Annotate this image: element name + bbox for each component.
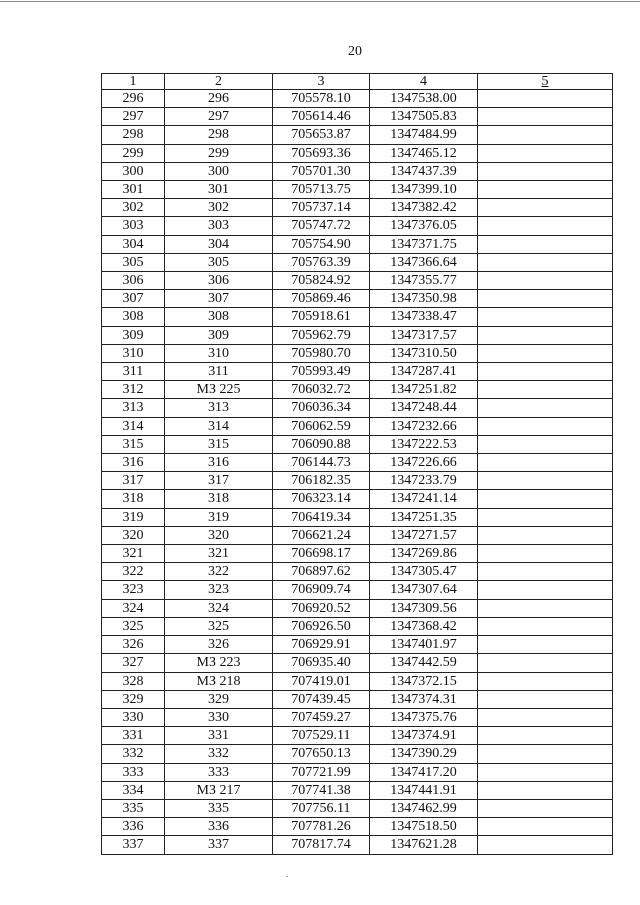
table-cell-col-3: 705763.39 — [273, 253, 370, 271]
table-cell-col-2: 297 — [165, 108, 273, 126]
column-header-3: 3 — [273, 74, 370, 90]
table-cell-col-2: 319 — [165, 508, 273, 526]
table-cell-col-1: 301 — [102, 181, 165, 199]
table-cell-col-5 — [478, 490, 613, 508]
table-cell-col-5 — [478, 581, 613, 599]
table-cell-col-5 — [478, 636, 613, 654]
table-cell-col-5 — [478, 435, 613, 453]
table-cell-col-1: 325 — [102, 617, 165, 635]
table-cell-col-1: 314 — [102, 417, 165, 435]
table-cell-col-5 — [478, 690, 613, 708]
table-cell-col-5 — [478, 108, 613, 126]
table-cell-col-5 — [478, 126, 613, 144]
table-row — [102, 490, 613, 508]
table-cell-col-1: 316 — [102, 454, 165, 472]
table-cell-col-4: 1347518.50 — [370, 818, 478, 836]
table-row — [102, 162, 613, 180]
table-cell-col-4: 1347269.86 — [370, 545, 478, 563]
table-cell-col-5 — [478, 563, 613, 581]
table-cell-col-5 — [478, 745, 613, 763]
table-cell-col-4: 1347232.66 — [370, 417, 478, 435]
table-cell-col-4: 1347372.15 — [370, 672, 478, 690]
table-cell-col-4: 1347621.28 — [370, 836, 478, 854]
table-row — [102, 636, 613, 654]
table-cell-col-1: 296 — [102, 90, 165, 108]
table-row — [102, 290, 613, 308]
table-cell-col-4: 1347399.10 — [370, 181, 478, 199]
table-cell-col-5 — [478, 617, 613, 635]
table-row — [102, 272, 613, 290]
table-cell-col-5 — [478, 181, 613, 199]
table-cell-col-2: 326 — [165, 636, 273, 654]
table-cell-col-2: 308 — [165, 308, 273, 326]
table-cell-col-3: 706897.62 — [273, 563, 370, 581]
table-row — [102, 836, 613, 854]
table-cell-col-1: 313 — [102, 399, 165, 417]
table-cell-col-1: 319 — [102, 508, 165, 526]
table-cell-col-3: 706621.24 — [273, 526, 370, 544]
table-cell-col-2: 335 — [165, 799, 273, 817]
table-cell-col-2: 322 — [165, 563, 273, 581]
table-cell-col-3: 706032.72 — [273, 381, 370, 399]
table-cell-col-3: 707741.38 — [273, 781, 370, 799]
table-row — [102, 199, 613, 217]
table-cell-col-5 — [478, 454, 613, 472]
table-cell-col-5 — [478, 818, 613, 836]
table-cell-col-2: МЗ 225 — [165, 381, 273, 399]
table-cell-col-1: 297 — [102, 108, 165, 126]
column-header-4: 4 — [370, 74, 478, 90]
table-row — [102, 435, 613, 453]
table-row — [102, 599, 613, 617]
table-cell-col-4: 1347355.77 — [370, 272, 478, 290]
table-cell-col-3: 706062.59 — [273, 417, 370, 435]
table-cell-col-1: 300 — [102, 162, 165, 180]
column-header-5: 5 — [478, 74, 613, 90]
table-cell-col-3: 706090.88 — [273, 435, 370, 453]
table-row — [102, 545, 613, 563]
table-cell-col-1: 310 — [102, 344, 165, 362]
table-cell-col-5 — [478, 836, 613, 854]
table-cell-col-5 — [478, 727, 613, 745]
table-cell-col-4: 1347376.05 — [370, 217, 478, 235]
table-cell-col-3: 705737.14 — [273, 199, 370, 217]
table-cell-col-1: 331 — [102, 727, 165, 745]
table-cell-col-5 — [478, 799, 613, 817]
table-cell-col-2: 318 — [165, 490, 273, 508]
table-cell-col-4: 1347310.50 — [370, 344, 478, 362]
table-cell-col-4: 1347505.83 — [370, 108, 478, 126]
table-cell-col-5 — [478, 235, 613, 253]
table-row — [102, 399, 613, 417]
table-cell-col-2: 304 — [165, 235, 273, 253]
table-cell-col-2: 307 — [165, 290, 273, 308]
table-cell-col-5 — [478, 290, 613, 308]
table-cell-col-3: 707459.27 — [273, 708, 370, 726]
table-cell-col-4: 1347350.98 — [370, 290, 478, 308]
table-cell-col-3: 705980.70 — [273, 344, 370, 362]
table-cell-col-3: 705918.61 — [273, 308, 370, 326]
table-cell-col-1: 335 — [102, 799, 165, 817]
table-cell-col-4: 1347248.44 — [370, 399, 478, 417]
table-cell-col-1: 321 — [102, 545, 165, 563]
table-row — [102, 417, 613, 435]
table-row — [102, 526, 613, 544]
table-cell-col-3: 705693.36 — [273, 144, 370, 162]
table-cell-col-2: 301 — [165, 181, 273, 199]
table-cell-col-5 — [478, 399, 613, 417]
coordinates-table — [101, 73, 613, 855]
table-row — [102, 508, 613, 526]
table-row — [102, 344, 613, 362]
table-cell-col-5 — [478, 326, 613, 344]
table-cell-col-2: МЗ 217 — [165, 781, 273, 799]
table-cell-col-2: 300 — [165, 162, 273, 180]
table-cell-col-1: 302 — [102, 199, 165, 217]
table-cell-col-3: 705653.87 — [273, 126, 370, 144]
table-cell-col-4: 1347307.64 — [370, 581, 478, 599]
table-row — [102, 690, 613, 708]
table-cell-col-1: 322 — [102, 563, 165, 581]
table-row — [102, 563, 613, 581]
table-cell-col-4: 1347375.76 — [370, 708, 478, 726]
table-cell-col-3: 706182.35 — [273, 472, 370, 490]
table-row — [102, 381, 613, 399]
table-cell-col-2: 310 — [165, 344, 273, 362]
table-row — [102, 654, 613, 672]
table-cell-col-3: 706144.73 — [273, 454, 370, 472]
table-cell-col-2: 332 — [165, 745, 273, 763]
table-cell-col-4: 1347465.12 — [370, 144, 478, 162]
table-cell-col-4: 1347374.91 — [370, 727, 478, 745]
table-row — [102, 326, 613, 344]
table-row — [102, 672, 613, 690]
table-row — [102, 308, 613, 326]
table-cell-col-5 — [478, 472, 613, 490]
table-cell-col-5 — [478, 763, 613, 781]
table-cell-col-2: 320 — [165, 526, 273, 544]
table-cell-col-1: 307 — [102, 290, 165, 308]
table-cell-col-5 — [478, 599, 613, 617]
table-cell-col-2: 337 — [165, 836, 273, 854]
table-cell-col-2: 324 — [165, 599, 273, 617]
table-row — [102, 799, 613, 817]
table-row — [102, 144, 613, 162]
table-cell-col-3: 705993.49 — [273, 363, 370, 381]
table-cell-col-1: 298 — [102, 126, 165, 144]
table-cell-col-3: 705824.92 — [273, 272, 370, 290]
table-cell-col-3: 705614.46 — [273, 108, 370, 126]
table-cell-col-3: 706036.34 — [273, 399, 370, 417]
table-row — [102, 90, 613, 108]
table-cell-col-4: 1347317.57 — [370, 326, 478, 344]
table-cell-col-4: 1347484.99 — [370, 126, 478, 144]
table-cell-col-4: 1347417.20 — [370, 763, 478, 781]
table-cell-col-5 — [478, 217, 613, 235]
table-cell-col-1: 304 — [102, 235, 165, 253]
table-cell-col-3: 705713.75 — [273, 181, 370, 199]
table-cell-col-4: 1347233.79 — [370, 472, 478, 490]
table-cell-col-1: 318 — [102, 490, 165, 508]
table-cell-col-5 — [478, 381, 613, 399]
table-cell-col-2: 314 — [165, 417, 273, 435]
table-cell-col-1: 327 — [102, 654, 165, 672]
table-cell-col-3: 707721.99 — [273, 763, 370, 781]
table-cell-col-2: 305 — [165, 253, 273, 271]
table-cell-col-1: 330 — [102, 708, 165, 726]
table-cell-col-5 — [478, 90, 613, 108]
table-cell-col-3: 705754.90 — [273, 235, 370, 253]
top-rule — [0, 1, 640, 2]
table-cell-col-4: 1347226.66 — [370, 454, 478, 472]
table-row — [102, 818, 613, 836]
table-row — [102, 745, 613, 763]
table-cell-col-2: 316 — [165, 454, 273, 472]
scan-speck — [286, 876, 288, 877]
table-cell-col-4: 1347441.91 — [370, 781, 478, 799]
table-cell-col-3: 707439.45 — [273, 690, 370, 708]
table-cell-col-5 — [478, 253, 613, 271]
table-cell-col-4: 1347241.14 — [370, 490, 478, 508]
table-cell-col-2: 309 — [165, 326, 273, 344]
table-cell-col-5 — [478, 545, 613, 563]
table-cell-col-5 — [478, 144, 613, 162]
table-cell-col-2: 313 — [165, 399, 273, 417]
table-cell-col-1: 332 — [102, 745, 165, 763]
table-row — [102, 472, 613, 490]
table-cell-col-2: 299 — [165, 144, 273, 162]
table-cell-col-4: 1347538.00 — [370, 90, 478, 108]
table-cell-col-1: 303 — [102, 217, 165, 235]
table-cell-col-3: 707419.01 — [273, 672, 370, 690]
table-cell-col-4: 1347366.64 — [370, 253, 478, 271]
table-cell-col-1: 334 — [102, 781, 165, 799]
table-row — [102, 581, 613, 599]
table-cell-col-4: 1347251.82 — [370, 381, 478, 399]
table-cell-col-3: 706323.14 — [273, 490, 370, 508]
table-cell-col-2: 311 — [165, 363, 273, 381]
table-cell-col-3: 706920.52 — [273, 599, 370, 617]
table-cell-col-2: 331 — [165, 727, 273, 745]
table-cell-col-2: 330 — [165, 708, 273, 726]
table-cell-col-2: 325 — [165, 617, 273, 635]
table-row — [102, 727, 613, 745]
table-cell-col-2: 303 — [165, 217, 273, 235]
table-cell-col-5 — [478, 162, 613, 180]
table-row — [102, 253, 613, 271]
table-cell-col-1: 337 — [102, 836, 165, 854]
column-header-2: 2 — [165, 74, 273, 90]
table-cell-col-4: 1347309.56 — [370, 599, 478, 617]
table-cell-col-5 — [478, 199, 613, 217]
table-cell-col-4: 1347401.97 — [370, 636, 478, 654]
table-row — [102, 363, 613, 381]
table-cell-col-4: 1347368.42 — [370, 617, 478, 635]
table-cell-col-3: 705701.30 — [273, 162, 370, 180]
table-cell-col-1: 308 — [102, 308, 165, 326]
table-cell-col-5 — [478, 672, 613, 690]
table-cell-col-4: 1347251.35 — [370, 508, 478, 526]
table-cell-col-1: 305 — [102, 253, 165, 271]
table-cell-col-4: 1347462.99 — [370, 799, 478, 817]
table-row — [102, 126, 613, 144]
table-cell-col-1: 324 — [102, 599, 165, 617]
table-cell-col-5 — [478, 781, 613, 799]
table-cell-col-5 — [478, 308, 613, 326]
table-row — [102, 708, 613, 726]
table-cell-col-2: МЗ 218 — [165, 672, 273, 690]
table-row — [102, 617, 613, 635]
table-cell-col-5 — [478, 363, 613, 381]
table-cell-col-3: 706698.17 — [273, 545, 370, 563]
table-cell-col-3: 706929.91 — [273, 636, 370, 654]
table-row — [102, 454, 613, 472]
table-cell-col-1: 320 — [102, 526, 165, 544]
table-cell-col-1: 311 — [102, 363, 165, 381]
table-cell-col-3: 707781.26 — [273, 818, 370, 836]
page-number: 20 — [348, 44, 362, 59]
table-body — [102, 90, 613, 855]
table-row — [102, 181, 613, 199]
table-cell-col-2: 323 — [165, 581, 273, 599]
table-cell-col-1: 333 — [102, 763, 165, 781]
table-cell-col-1: 312 — [102, 381, 165, 399]
table-cell-col-1: 299 — [102, 144, 165, 162]
table-cell-col-5 — [478, 344, 613, 362]
table-cell-col-5 — [478, 508, 613, 526]
table-cell-col-2: 317 — [165, 472, 273, 490]
table-cell-col-4: 1347222.53 — [370, 435, 478, 453]
table-cell-col-5 — [478, 272, 613, 290]
table-cell-col-2: 302 — [165, 199, 273, 217]
table-cell-col-1: 329 — [102, 690, 165, 708]
table-cell-col-2: 306 — [165, 272, 273, 290]
table-cell-col-2: 333 — [165, 763, 273, 781]
table-cell-col-1: 306 — [102, 272, 165, 290]
table-cell-col-2: 298 — [165, 126, 273, 144]
table-cell-col-5 — [478, 708, 613, 726]
table-cell-col-4: 1347437.39 — [370, 162, 478, 180]
table-cell-col-3: 706935.40 — [273, 654, 370, 672]
table-cell-col-2: 329 — [165, 690, 273, 708]
table-cell-col-1: 317 — [102, 472, 165, 490]
table-cell-col-2: 296 — [165, 90, 273, 108]
table-cell-col-4: 1347371.75 — [370, 235, 478, 253]
table-cell-col-3: 707756.11 — [273, 799, 370, 817]
table-cell-col-3: 706909.74 — [273, 581, 370, 599]
table-cell-col-1: 309 — [102, 326, 165, 344]
table-cell-col-3: 707817.74 — [273, 836, 370, 854]
table-cell-col-4: 1347271.57 — [370, 526, 478, 544]
table-cell-col-5 — [478, 417, 613, 435]
table-cell-col-3: 705578.10 — [273, 90, 370, 108]
table-row — [102, 763, 613, 781]
table-cell-col-3: 707529.11 — [273, 727, 370, 745]
table-cell-col-4: 1347442.59 — [370, 654, 478, 672]
header-row — [102, 74, 613, 90]
table-cell-col-3: 705962.79 — [273, 326, 370, 344]
table-row — [102, 781, 613, 799]
table-cell-col-3: 706926.50 — [273, 617, 370, 635]
table-cell-col-3: 705747.72 — [273, 217, 370, 235]
table-cell-col-2: 315 — [165, 435, 273, 453]
table-cell-col-4: 1347390.29 — [370, 745, 478, 763]
table-cell-col-4: 1347287.41 — [370, 363, 478, 381]
table-cell-col-1: 326 — [102, 636, 165, 654]
table-cell-col-3: 706419.34 — [273, 508, 370, 526]
table-cell-col-1: 315 — [102, 435, 165, 453]
table-cell-col-3: 705869.46 — [273, 290, 370, 308]
table-cell-col-2: 321 — [165, 545, 273, 563]
table-cell-col-1: 328 — [102, 672, 165, 690]
table-row — [102, 108, 613, 126]
table-cell-col-2: МЗ 223 — [165, 654, 273, 672]
table-cell-col-5 — [478, 526, 613, 544]
table-cell-col-3: 707650.13 — [273, 745, 370, 763]
table-cell-col-4: 1347338.47 — [370, 308, 478, 326]
table-row — [102, 217, 613, 235]
table-cell-col-1: 336 — [102, 818, 165, 836]
table-cell-col-5 — [478, 654, 613, 672]
table-row — [102, 235, 613, 253]
table-cell-col-4: 1347382.42 — [370, 199, 478, 217]
table-cell-col-4: 1347374.31 — [370, 690, 478, 708]
table-header — [102, 74, 613, 90]
table-cell-col-4: 1347305.47 — [370, 563, 478, 581]
table-cell-col-1: 323 — [102, 581, 165, 599]
table-cell-col-2: 336 — [165, 818, 273, 836]
column-header-1: 1 — [102, 74, 165, 90]
